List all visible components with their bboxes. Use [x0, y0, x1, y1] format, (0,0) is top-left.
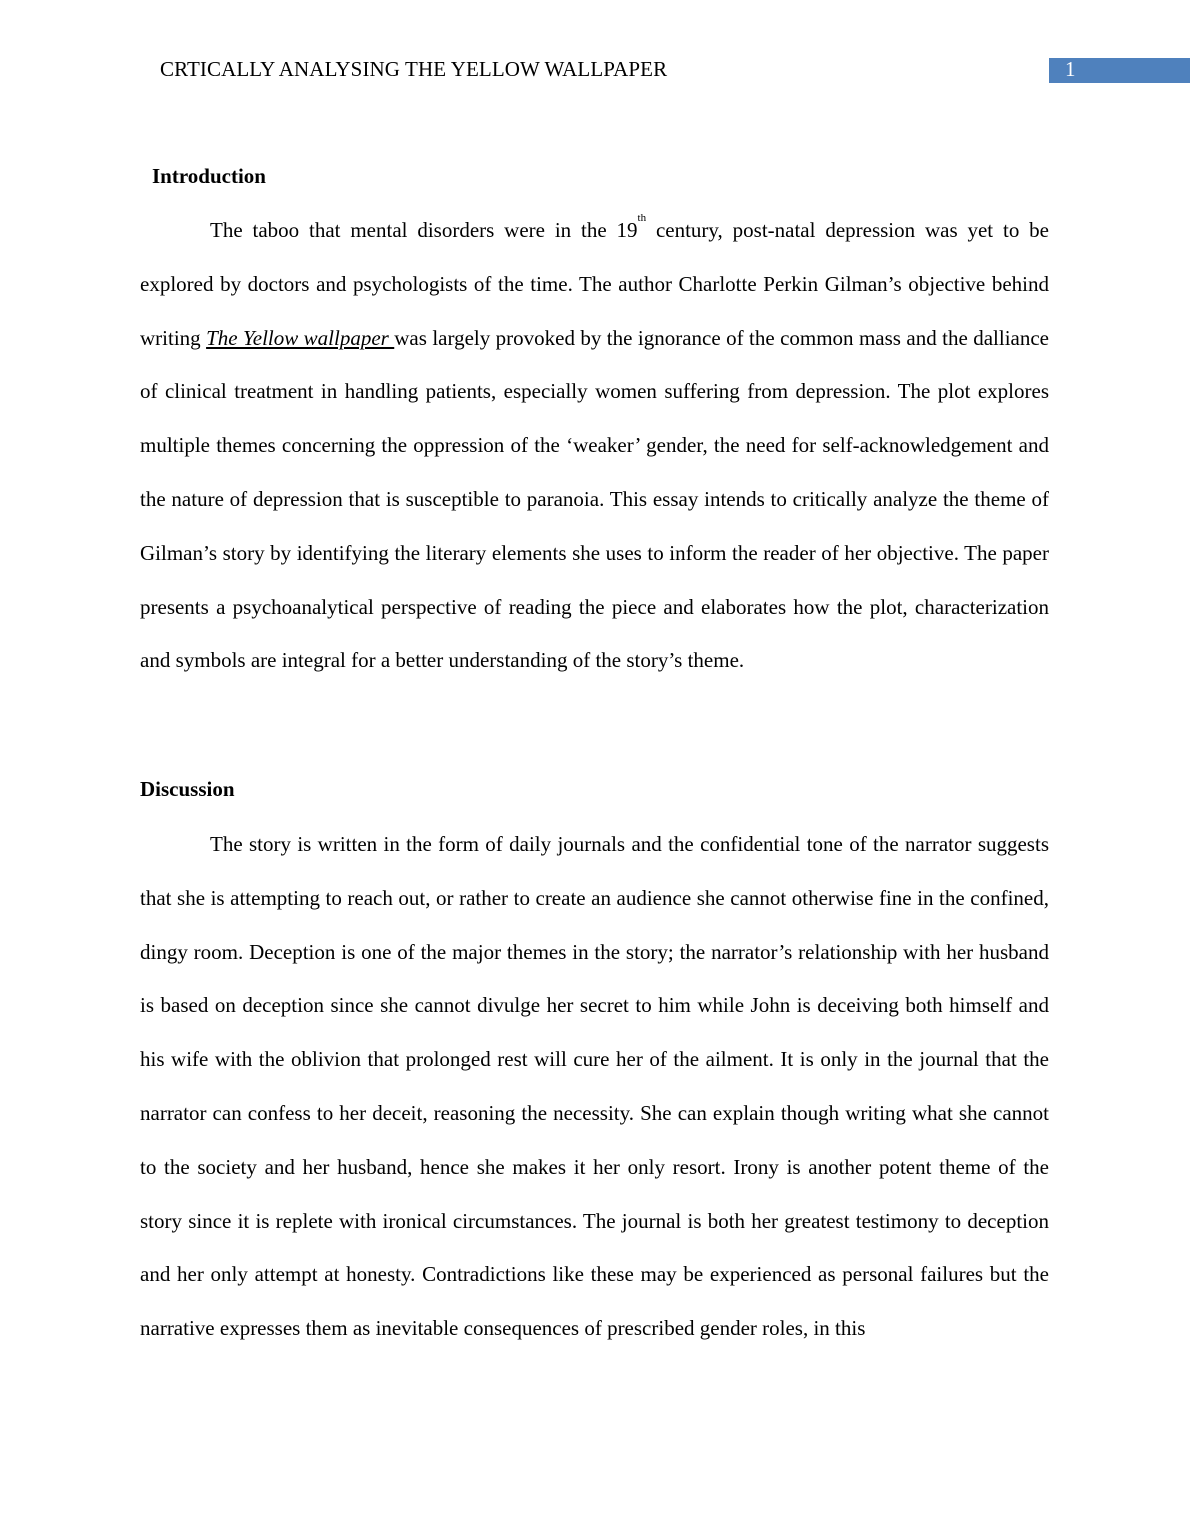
- introduction-heading: Introduction: [152, 164, 266, 188]
- introduction-text-middle: century, post-natal depression was yet to be explored by doctors and psychologists of the time. The author Charlotte Perkin Gilman’s objective behind writing: [140, 218, 1050, 350]
- discussion-paragraph: The story is written in the form of daily journals and the confidential tone of the narrator suggests that she is attempting to reach out, or rather to create an audience she cannot otherwise fine in the confined, dingy room. Deception is one of the major themes in the story; the narrator’s relationship with her husband is based on deception since she cannot divulge her secret to him while John is deceiving both himself and his wife with the oblivion that prolonged rest will cure her of the ailment. It is only in the journal that the narrator can confess to her deceit, reasoning the necessity. She can explain though writing what she cannot to the society and her husband, hence she makes it her only resort. Irony is another potent theme of the story since it is replete with ironical circumstances. The journal is both her greatest testimony to deception and her only attempt at honesty. Contradictions like these may be experienced as personal failures but the narrative expresses them as inevitable consequences of prescribed gender roles, in this: [140, 832, 1049, 1341]
- discussion-heading: Discussion: [140, 777, 235, 801]
- page-number-bar: [1049, 58, 1190, 83]
- story-title-reference: The Yellow wallpaper: [206, 325, 395, 350]
- page-number: 1: [1065, 57, 1076, 81]
- running-head: CRTICALLY ANALYSING THE YELLOW WALLPAPER: [160, 57, 668, 81]
- ordinal-superscript: th: [637, 212, 647, 224]
- introduction-text-start: The taboo that mental disorders were in the 19: [210, 218, 638, 242]
- introduction-paragraph: [140, 204, 1049, 688]
- introduction-text-end: was largely provoked by the ignorance of the common mass and the dalliance of clinical treatment in handling patients, especially women suffering from depression. The plot explores multiple themes concerning the oppression of the ‘weaker’ gender, the need for self-acknowledgement and the nature of depression that is susceptible to paranoia. This essay intends to critically analyze the theme of Gilman’s story by identifying the literary elements she uses to inform the reader of her objective. The paper presents a psychoanalytical perspective of reading the piece and elaborates how the plot, characterization and symbols are integral for a better understanding of the story’s theme.: [140, 325, 1049, 673]
